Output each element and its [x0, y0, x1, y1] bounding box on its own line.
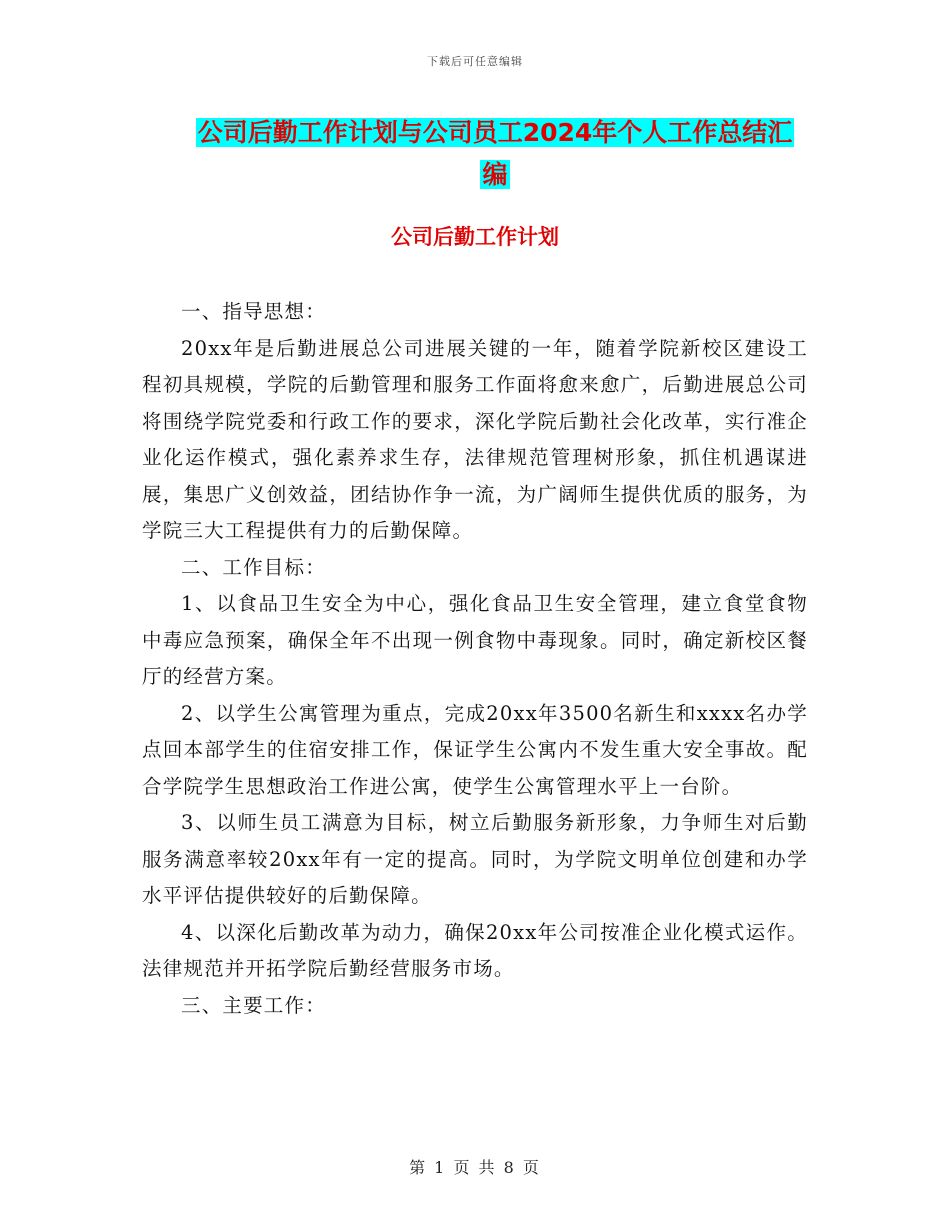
paragraph-goal-2: 2、以学生公寓管理为重点，完成20xx年3500名新生和xxxx名办学点回本部学生的住宿安排工作，保证学生公寓内不发生重大安全事故。配合学院学生思想政治工作进公寓，使学生公寓管理水平上一台阶。 [142, 701, 808, 798]
paragraph-goal-1: 1、以食品卫生安全为中心，强化食品卫生安全管理，建立食堂食物中毒应急预案，确保全年不出现一例食物中毒现象。同时，确定新校区餐厅的经营方案。 [142, 592, 808, 688]
page-footer: 第 1 页 共 8 页 [409, 1158, 541, 1177]
document-body [142, 294, 808, 1024]
paragraph-goal-3: 3、以师生员工满意为目标，树立后勤服务新形象，力争师生对后勤服务满意率较20xx年有一定的提高。同时，为学院文明单位创建和办学水平评估提供较好的后勤保障。 [142, 811, 808, 907]
heading-guiding-ideology: 一、指导思想： [181, 300, 326, 323]
section-title: 公司后勤工作计划 [391, 225, 559, 249]
heading-main-work: 三、主要工作： [181, 993, 326, 1017]
paragraph-goal-4: 4、以深化后勤改革为动力，确保20xx年公司按准企业化模式运作。法律规范并开拓学院后勤经营服务市场。 [142, 920, 808, 980]
page-header-note: 下载后可任意编辑 [427, 55, 523, 68]
heading-work-goals: 二、工作目标： [181, 555, 326, 579]
paragraph-guiding-ideology: 20xx年是后勤进展总公司进展关键的一年，随着学院新校区建设工程初具规模，学院的后勤管理和服务工作面将愈来愈广，后勤进展总公司将围绕学院党委和行政工作的要求，深化学院后勤社会化改革，实行准企业化运作模式，强化素养求生存，法律规范管理树形象，抓住机遇谋进展，集思广义创效益，团结协作争一流，为广阔师生提供优质的服务，为学院三大工程提供有力的后勤保障。 [142, 336, 808, 542]
document-title-line1: 公司后勤工作计划与公司员工2024年个人工作总结汇 [197, 118, 793, 147]
document-title-line2: 编 [482, 160, 508, 189]
document-title [150, 112, 840, 196]
